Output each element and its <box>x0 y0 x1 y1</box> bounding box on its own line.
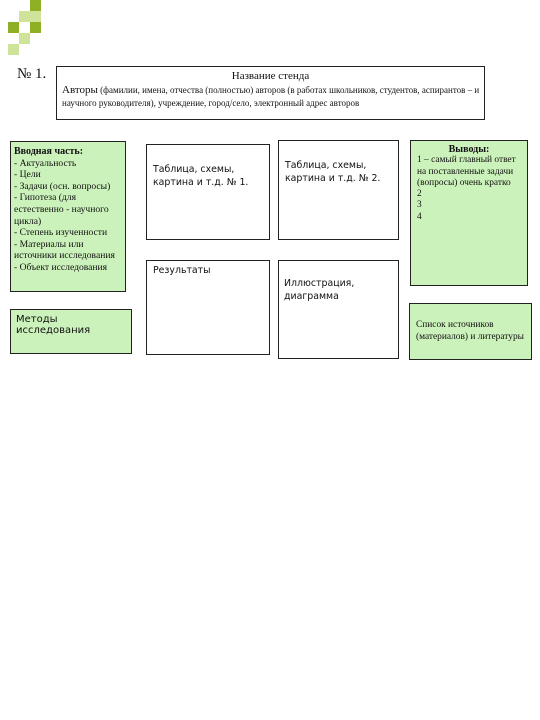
deco-square <box>30 22 41 33</box>
results-panel <box>146 260 270 355</box>
results-label: Результаты <box>153 265 211 276</box>
sources-label: Список источников (материалов) и литературы <box>416 320 524 342</box>
intro-item: - Задачи (осн. вопросы) <box>14 180 111 192</box>
table2-panel <box>278 140 399 240</box>
intro-panel <box>10 141 126 292</box>
intro-heading: Вводная часть: <box>14 146 84 157</box>
intro-item: - Актуальность <box>14 157 77 169</box>
table2-label: Таблица, схемы, картина и т.д. № 2. <box>285 160 381 184</box>
page-number: № 1. <box>17 66 47 82</box>
intro-item: - Цели <box>14 169 41 181</box>
stand-title: Название стенда <box>231 70 310 82</box>
deco-square <box>8 44 19 55</box>
deco-square <box>30 11 41 22</box>
sources-panel <box>409 303 532 360</box>
stand-header <box>56 66 485 120</box>
authors-lead: Авторы <box>62 84 98 96</box>
conclusions-heading: Выводы: <box>448 144 490 155</box>
methods-panel <box>10 309 132 354</box>
table1-label: Таблица, схемы, картина и т.д. № 1. <box>153 164 249 188</box>
table1-panel <box>146 144 270 240</box>
intro-item: - Гипотеза (для естественно - научного цикла) <box>14 192 109 227</box>
intro-item: - Материалы или источники исследования <box>14 238 115 262</box>
illustration-label: Иллюстрация, диаграмма <box>284 278 355 302</box>
authors-info <box>62 84 480 110</box>
conclusions-panel <box>410 140 528 286</box>
deco-square <box>19 11 30 22</box>
conclusions-item: 2 <box>417 189 422 200</box>
conclusions-item: 4 <box>417 211 422 222</box>
deco-square <box>30 0 41 11</box>
illustration-panel <box>278 260 399 359</box>
authors-rest: (фамилии, имена, отчества (полностью) авторов (в работах школьников, студентов, аспирантов – и научного руководителя), учреждение, город/село, электронный адрес авторов <box>62 85 480 108</box>
deco-square <box>8 22 19 33</box>
intro-item: - Объект исследования <box>14 261 108 273</box>
conclusions-item: 3 <box>417 200 422 211</box>
deco-square <box>19 33 30 44</box>
intro-item: - Степень изученности <box>14 227 108 239</box>
methods-label: Методы исследования <box>16 314 91 336</box>
conclusions-text: 1 – самый главный ответ на поставленные задачи (вопросы) очень кратко <box>417 155 516 188</box>
